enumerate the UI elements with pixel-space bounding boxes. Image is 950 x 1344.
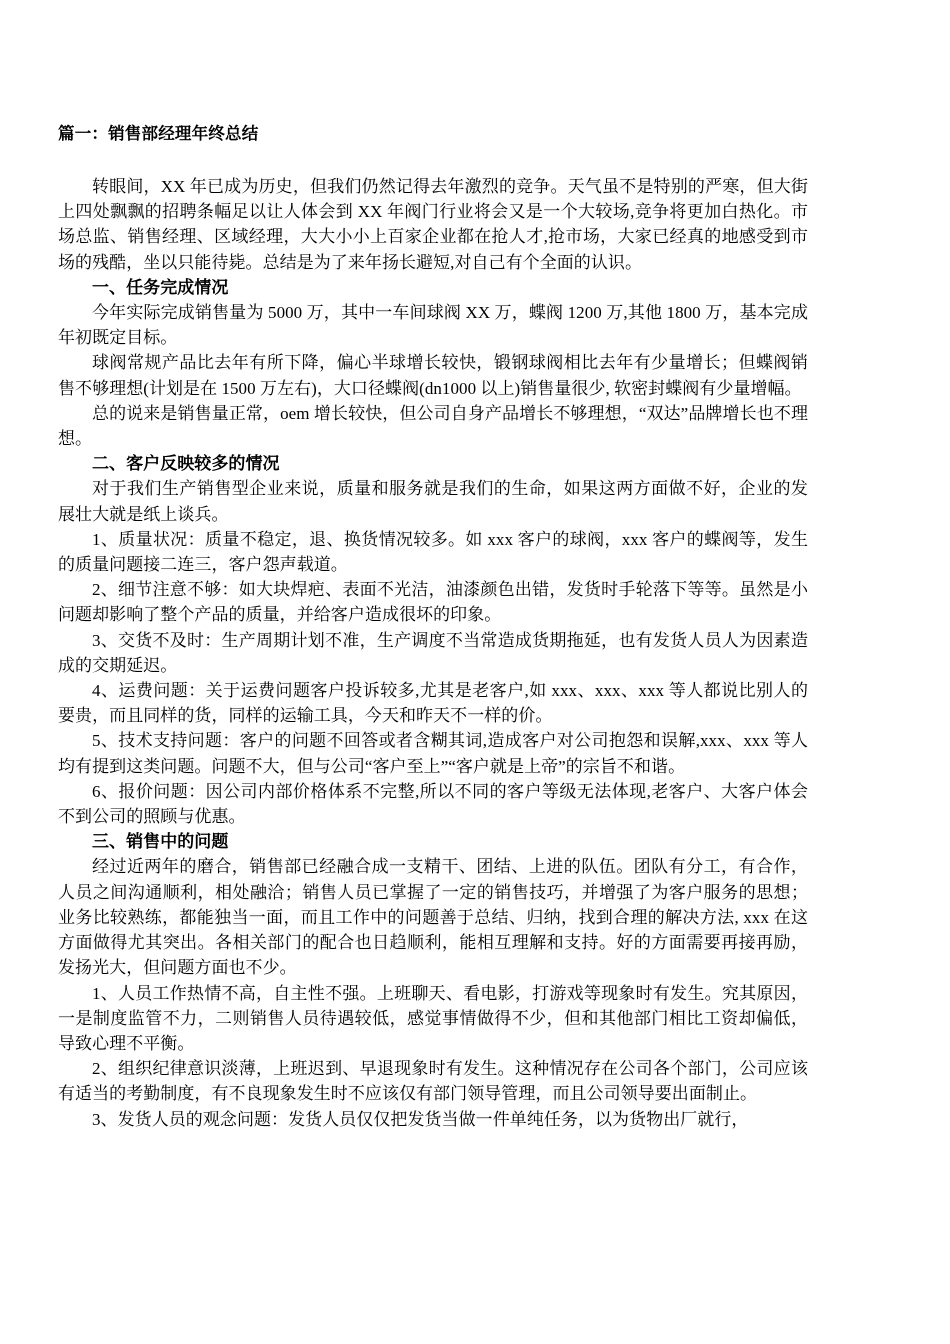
paragraph-item-5-tech-support: 5、技术支持问题：客户的问题不回答或者含糊其词,造成客户对公司抱怨和误解,xxx、xxx 等人均有提到这类问题。问题不大，但与公司“客户至上”“客户就是上帝”的宗旨不和谐。 — [58, 731, 808, 776]
paragraph-problem-1-motivation: 1、人员工作热情不高，自主性不强。上班聊天、看电影，打游戏等现象时有发生。究其原因，一是制度监管不力，二则销售人员待遇较低，感觉事情做得不少，但和其他部门相比工资却偏低，导致心理不平衡。 — [58, 983, 808, 1053]
page-title: 篇一：销售部经理年终总结 — [58, 124, 259, 143]
paragraph-ball-valve: 球阀常规产品比去年有所下降，偏心半球增长较快，锻钢球阀相比去年有少量增长；但蝶阀销售不够理想(计划是在 1500 万左右)，大口径蝶阀(dn1000 以上)销售量很少, 软密封蝶阀有少量增幅。 — [58, 353, 808, 398]
section-heading-task-completion: 一、任务完成情况 — [92, 277, 229, 297]
paragraph-item-3-delivery: 3、交货不及时：生产周期计划不准，生产调度不当常造成货期拖延，也有发货人员人为因素造成的交期延迟。 — [58, 630, 808, 675]
paragraph-quality-service: 对于我们生产销售型企业来说，质量和服务就是我们的生命，如果这两方面做不好，企业的发展壮大就是纸上谈兵。 — [58, 479, 808, 524]
paragraph-sales-volume: 今年实际完成销售量为 5000 万，其中一车间球阀 XX 万，蝶阀 1200 万,其他 1800 万，基本完成年初既定目标。 — [58, 303, 808, 348]
paragraph-item-2-details: 2、细节注意不够：如大块焊疤、表面不光洁，油漆颜色出错，发货时手轮落下等等。虽然是小问题却影响了整个产品的质量，并给客户造成很坏的印象。 — [58, 580, 808, 625]
paragraph-item-1-quality: 1、质量状况：质量不稳定，退、换货情况较多。如 xxx 客户的球阀，xxx 客户的蝶阀等，发生的质量问题接二连三，客户怨声载道。 — [58, 529, 808, 575]
paragraph-item-6-quotation: 6、报价问题：因公司内部价格体系不完整,所以不同的客户等级无法体现,老客户、大客户体会不到公司的照顾与优惠。 — [58, 781, 808, 827]
section-heading-customer-feedback: 二、客户反映较多的情况 — [92, 454, 280, 474]
paragraph-problem-2-discipline: 2、组织纪律意识淡薄，上班迟到、早退现象时有发生。这种情况存在公司各个部门，公司应该有适当的考勤制度，有不良现象发生时不应该仅有部门领导管理，而且公司领导要出面制止。 — [58, 1059, 808, 1104]
section-heading-sales-problems: 三、销售中的问题 — [92, 832, 229, 852]
paragraph-oem-growth: 总的说来是销售量正常，oem 增长较快，但公司自身产品增长不够理想，“双达”品牌增长也不理想。 — [58, 403, 808, 449]
paragraph-problem-3-shipping-mindset: 3、发货人员的观念问题：发货人员仅仅把发货当做一件单纯任务，以为货物出厂就行， — [92, 1109, 749, 1129]
paragraph-intro: 转眼间，XX 年已成为历史，但我们仍然记得去年激烈的竞争。天气虽不是特别的严寒，但大街上四处飘飘的招聘条幅足以让人体会到 XX 年阀门行业将会又是一个大较场,竞争将更加白热化。市场总监、销售经理、区域经理，大大小小上百家企业都在抢人才,抢市场，大家已经真的地感受到市场的残酷，坐以只能待毙。总结是为了来年扬长避短,对自己有个全面的认识。 — [58, 177, 808, 272]
document-body — [58, 122, 808, 1132]
paragraph-item-4-freight: 4、运费问题：关于运费问题客户投诉较多,尤其是老客户,如 xxx、xxx、xxx 等人都说比别人的要贵，而且同样的货，同样的运输工具，今天和昨天不一样的价。 — [58, 681, 808, 726]
paragraph-team-overview: 经过近两年的磨合，销售部已经融合成一支精干、团结、上进的队伍。团队有分工，有合作，人员之间沟通顺利，相处融洽；销售人员已掌握了一定的销售技巧，并增强了为客户服务的思想；业务比较熟练，都能独当一面，而且工作中的问题善于总结、归纳，找到合理的解决方法, xxx 在这方面做得尤其突出。各相关部门的配合也日趋顺利，能相互理解和支持。好的方面需要再接再励，发扬光大，但问题方面也不少。 — [58, 857, 808, 978]
